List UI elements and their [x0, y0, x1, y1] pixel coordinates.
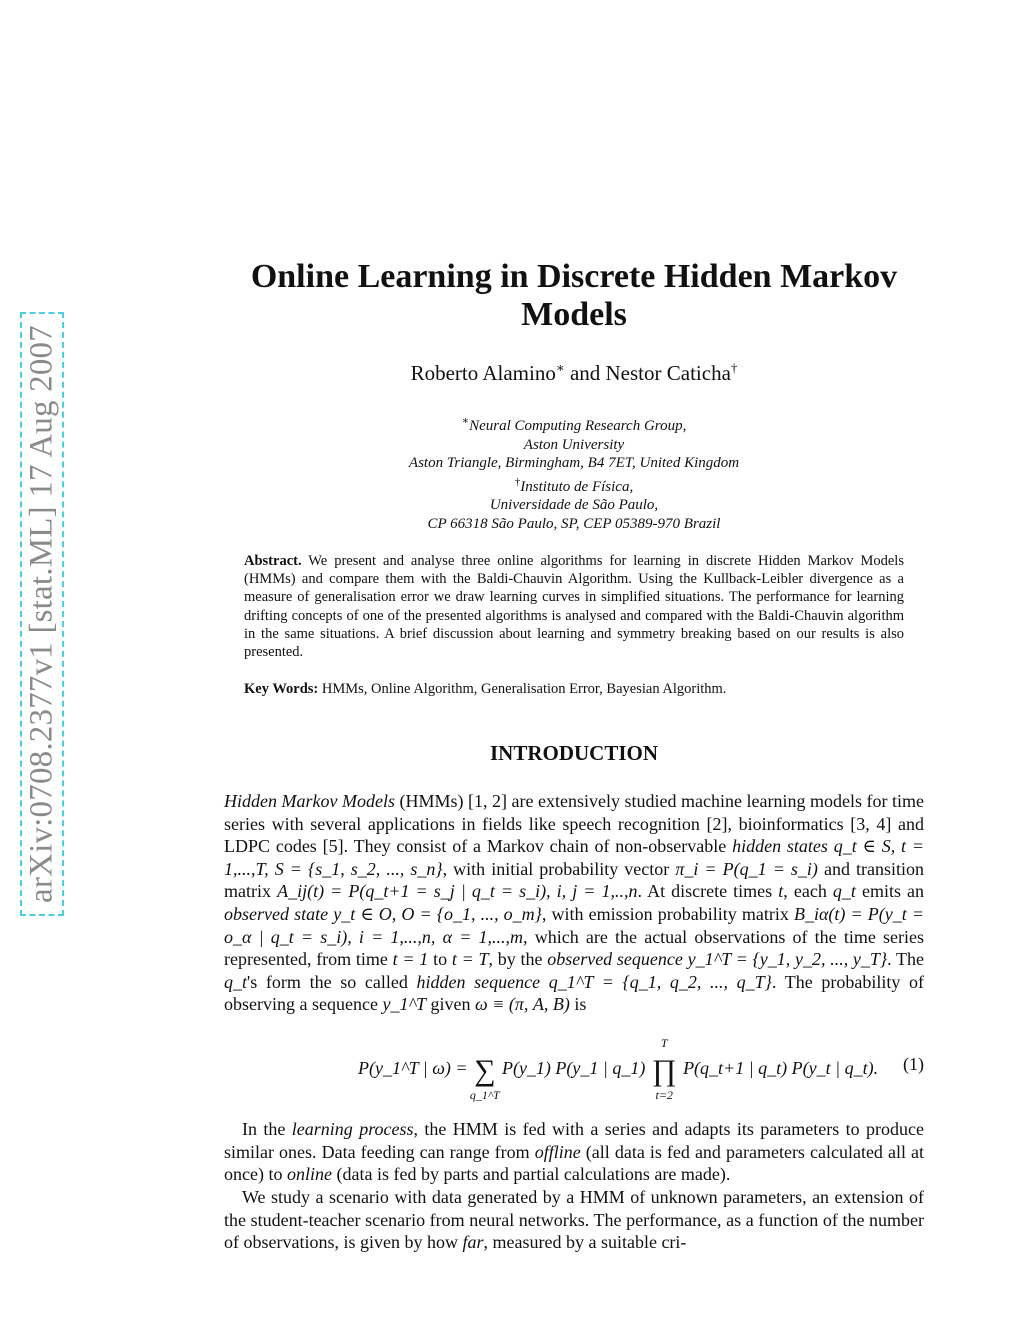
- equation-1: [224, 1036, 924, 1108]
- affiliation-line: †Instituto de Física,: [514, 475, 634, 495]
- paper-title: Online Learning in Discrete Hidden Markov Models: [250, 258, 898, 333]
- keywords: [244, 681, 904, 698]
- affiliation-mark: ∗: [461, 415, 470, 427]
- affiliations: [200, 412, 948, 533]
- sum-symbol: ∑ q_1^T: [469, 1054, 500, 1102]
- affiliation-mark: †: [514, 475, 521, 488]
- product-symbol: ∏ T t=2: [651, 1036, 677, 1102]
- section-heading: INTRODUCTION: [489, 741, 659, 765]
- intro-paragraph: In the learning process, the HMM is fed with a series and adapts its parameters to produce similar ones. Data feeding can range from offline (all data is fed and parameters calculated all at once) to online (data is fed by parts and partial calculations are made).: [224, 1119, 925, 1185]
- abstract: [244, 552, 904, 661]
- affiliation-line: Universidade de São Paulo,: [489, 497, 659, 513]
- author-mark: ∗: [555, 360, 565, 375]
- author-mark: †: [730, 360, 738, 375]
- intro-paragraph: Hidden Markov Models (HMMs) [1, 2] are extensively studied machine learning models for time series with several applications in fields like speech recognition [2], bioinformatics [3, 4] and LDPC codes [5]. They consist of a Markov chain of non-observable hidden states q_t ∈ S, t = 1,...,T, S = {s_1, s_2, ..., s_n}, with initial probability vector π_i = P(q_1 = s_i) and transition matrix A_ij(t) = P(q_t+1 = s_j | q_t = s_i), i, j = 1,..,n. At discrete times t, each q_t emits an observed state y_t ∈ O, O = {o_1, ..., o_m}, with emission probability matrix B_iα(t) = P(y_t = o_α | q_t = s_i), i = 1,...,n, α = 1,...,m, which are the actual observations of the time series represented, from time t = 1 to t = T, by the observed sequence y_1^T = {y_1, y_2, ..., y_T}. The q_t's form the so called hidden sequence q_1^T = {q_1, q_2, ..., q_T}. The probability of observing a sequence y_1^T given ω ≡ (π, A, B) is: [224, 791, 925, 1015]
- equation-rhs: P(q_t+1 | q_t) P(y_t | q_t).: [683, 1058, 879, 1078]
- keywords-text: HMMs, Online Algorithm, Generalisation Error, Bayesian Algorithm.: [321, 681, 727, 697]
- abstract-text: We present and analyse three online algorithms for learning in discrete Hidden Markov Models (HMMs) and compare them with the Baldi-Chauvin Algorithm. Using the Kullback-Leibler divergence as a measure of generalisation error we draw learning curves in simplified situations. The performance for learning drifting concepts of one of the presented algorithms is analysed and compared with the Baldi-Chauvin algorithm in the same situations. A brief discussion about learning and symmetry breaking based on our results is also presented.: [244, 553, 904, 661]
- equation-middle: P(y_1) P(y_1 | q_1): [501, 1058, 646, 1078]
- equation-number: (1): [903, 1054, 924, 1074]
- product-subscript: t=2: [655, 1088, 673, 1102]
- arxiv-stamp: [20, 312, 64, 916]
- affiliation-line: Aston University: [523, 436, 625, 453]
- arxiv-identifier: arXiv:0708.2377v1 [stat.ML] 17 Aug 2007: [23, 325, 60, 903]
- author-line: [200, 360, 948, 386]
- product-superscript: T: [660, 1036, 668, 1050]
- equation-lhs: P(y_1^T | ω) =: [358, 1058, 468, 1078]
- abstract-label: Abstract.: [244, 553, 302, 569]
- keywords-label: Key Words:: [244, 681, 319, 697]
- author-name: Nestor Caticha: [605, 361, 731, 385]
- author-name: Roberto Alamino: [410, 361, 556, 385]
- sum-subscript: q_1^T: [469, 1088, 500, 1102]
- affiliation-line: CP 66318 São Paulo, SP, CEP 05389-970 Brazil: [427, 515, 721, 532]
- affiliation-line: ∗Neural Computing Research Group,: [461, 415, 687, 434]
- author-conjunction: and: [564, 361, 606, 385]
- affiliation-line: Aston Triangle, Birmingham, B4 7ET, United Kingdom: [408, 455, 740, 471]
- intro-paragraph: We study a scenario with data generated by a HMM of unknown parameters, an extension of the student-teacher scenario from neural networks. The performance, as a function of the number of observations, is given by how far, measured by a suitable cri-: [224, 1187, 924, 1253]
